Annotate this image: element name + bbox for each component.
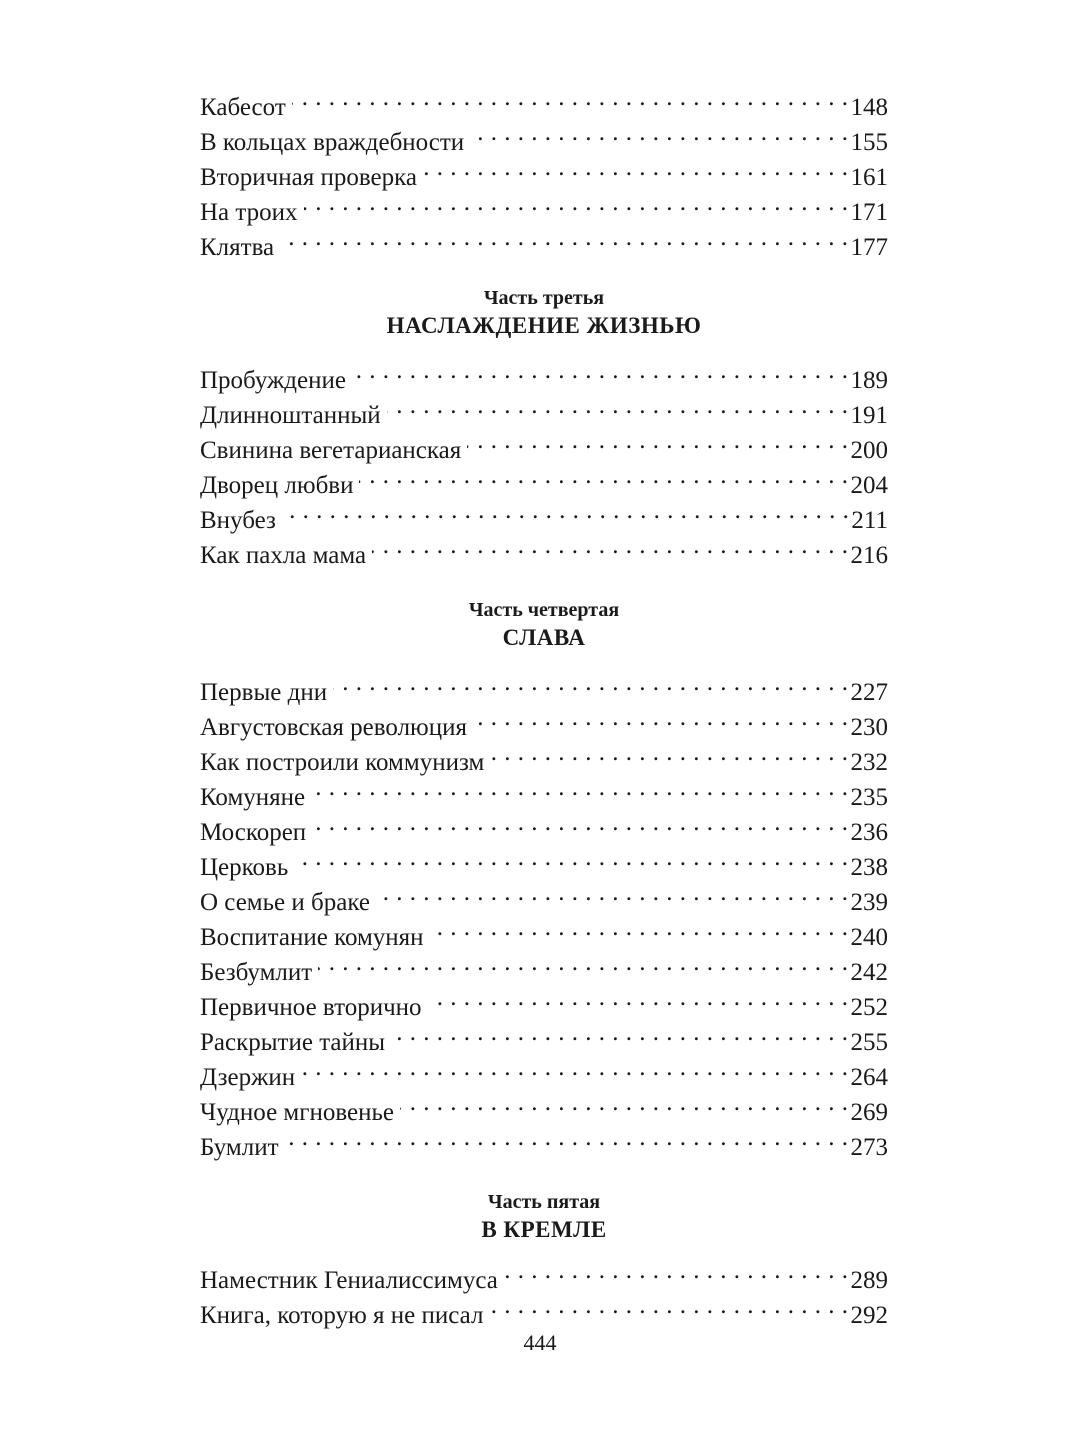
toc-entry-page: 171 xyxy=(850,199,888,226)
toc-list xyxy=(200,80,888,261)
toc-entry xyxy=(200,665,888,706)
toc-entry-page: 177 xyxy=(850,234,888,261)
part-heading xyxy=(200,285,888,341)
toc-entry-page: 238 xyxy=(850,854,888,881)
part-label: Часть четвертая xyxy=(468,599,620,621)
toc-entry-page: 230 xyxy=(850,714,888,741)
toc-entry xyxy=(200,528,888,569)
toc-entry-title: О семье и браке xyxy=(200,889,370,916)
toc-entry-title: Как построили коммунизм xyxy=(200,749,485,776)
toc-entry-title: Церковь xyxy=(200,854,289,881)
toc-entry-page: 232 xyxy=(850,749,888,776)
toc-entry-title: На троих xyxy=(200,199,298,226)
dot-leader xyxy=(430,910,849,945)
toc-entry xyxy=(200,115,888,156)
dot-leader xyxy=(489,1288,848,1323)
toc-entry-title: Комуняне xyxy=(200,784,306,811)
dot-leader xyxy=(352,353,849,388)
table-of-contents xyxy=(200,80,888,1329)
toc-entry xyxy=(200,493,888,534)
dot-leader xyxy=(318,945,848,980)
part-title: НАСЛАЖДЕНИЕ ЖИЗНЬЮ xyxy=(386,313,702,338)
toc-entry-page: 236 xyxy=(850,819,888,846)
toc-entry-title: Москореп xyxy=(200,819,307,846)
toc-entry-title: Чудное мгновенье xyxy=(200,1099,395,1126)
toc-entry xyxy=(200,220,888,261)
toc-entry-page: 216 xyxy=(850,542,888,569)
part-title: В КРЕМЛЕ xyxy=(481,1217,607,1242)
toc-entry-title: Раскрытие тайны xyxy=(200,1029,386,1056)
dot-leader xyxy=(387,388,849,423)
toc-entry-page: 235 xyxy=(850,784,888,811)
toc-entry-title: Кабесот xyxy=(200,94,286,121)
dot-leader xyxy=(473,700,849,735)
dot-leader xyxy=(372,528,848,563)
part-title: СЛАВА xyxy=(502,625,586,650)
toc-entry-page: 255 xyxy=(850,1029,888,1056)
dot-leader xyxy=(312,805,848,840)
toc-entry-page: 240 xyxy=(850,924,888,951)
toc-entry xyxy=(200,875,888,916)
toc-entry xyxy=(200,1085,888,1126)
toc-list xyxy=(200,1253,888,1329)
part-heading xyxy=(200,1189,888,1245)
toc-entry-title: Пробуждение xyxy=(200,367,346,394)
dot-leader xyxy=(467,423,848,458)
dot-leader xyxy=(292,80,849,115)
toc-entry-page: 269 xyxy=(850,1099,888,1126)
toc-entry-page: 191 xyxy=(850,402,888,429)
toc-entry-page: 292 xyxy=(850,1302,888,1329)
dot-leader xyxy=(400,1085,848,1120)
toc-entry xyxy=(200,1120,888,1161)
dot-leader xyxy=(311,770,848,805)
toc-entry-title: Дворец любви xyxy=(200,472,354,499)
toc-entry xyxy=(200,1253,888,1294)
dot-leader xyxy=(423,150,849,185)
dot-leader xyxy=(359,458,848,493)
toc-entry-page: 264 xyxy=(850,1064,888,1091)
toc-entry-title: В кольцах враждебности xyxy=(200,129,465,156)
dot-leader xyxy=(304,185,849,220)
toc-entry-page: 273 xyxy=(850,1134,888,1161)
part-label: Часть пятая xyxy=(487,1191,601,1213)
toc-entry-page: 211 xyxy=(851,507,888,534)
toc-entry-title: Воспитание комунян xyxy=(200,924,424,951)
toc-list xyxy=(200,353,888,569)
toc-entry-title: Безбумлит xyxy=(200,959,313,986)
dot-leader xyxy=(301,1050,848,1085)
dot-leader xyxy=(294,840,848,875)
toc-entry xyxy=(200,840,888,881)
dot-leader xyxy=(490,735,848,770)
dot-leader xyxy=(470,115,848,150)
toc-entry-title: Бумлит xyxy=(200,1134,279,1161)
toc-entry-page: 227 xyxy=(850,679,888,706)
toc-entry-title: Первые дни xyxy=(200,679,328,706)
toc-list xyxy=(200,665,888,1161)
part-heading xyxy=(200,597,888,653)
toc-entry-page: 289 xyxy=(850,1267,888,1294)
toc-entry-page: 161 xyxy=(850,164,888,191)
dot-leader xyxy=(280,220,848,255)
toc-entry-title: Клятва xyxy=(200,234,275,261)
dot-leader xyxy=(376,875,849,910)
toc-entry-page: 239 xyxy=(850,889,888,916)
toc-entry-title: Книга, которую я не писал xyxy=(200,1302,484,1329)
toc-entry-title: Первичное вторично xyxy=(200,994,422,1021)
toc-entry-page: 204 xyxy=(850,472,888,499)
toc-entry-title: Дзержин xyxy=(200,1064,296,1091)
dot-leader xyxy=(428,980,849,1015)
toc-entry-title: Свинина вегетарианская xyxy=(200,437,462,464)
toc-entry-page: 189 xyxy=(850,367,888,394)
toc-entry-page: 242 xyxy=(850,959,888,986)
dot-leader xyxy=(333,665,848,700)
toc-entry xyxy=(200,80,888,121)
dot-leader xyxy=(285,1120,849,1155)
toc-entry-page: 155 xyxy=(850,129,888,156)
dot-leader xyxy=(282,493,850,528)
toc-entry-title: Как пахла мама xyxy=(200,542,367,569)
part-label: Часть третья xyxy=(483,287,605,309)
dot-leader xyxy=(391,1015,848,1050)
toc-entry-title: Вторичная проверка xyxy=(200,164,417,191)
toc-entry-title: Августовская революция xyxy=(200,714,467,741)
toc-entry xyxy=(200,185,888,226)
toc-entry-page: 200 xyxy=(850,437,888,464)
dot-leader xyxy=(504,1253,849,1288)
toc-entry-title: Длинноштанный xyxy=(200,402,381,429)
page-number: 444 xyxy=(523,1330,557,1355)
toc-entry xyxy=(200,353,888,394)
toc-entry-page: 148 xyxy=(850,94,888,121)
toc-entry-title: Внубез xyxy=(200,507,276,534)
toc-entry-page: 252 xyxy=(850,994,888,1021)
toc-entry-title: Наместник Гениалиссимуса xyxy=(200,1267,498,1294)
toc-entry xyxy=(200,1050,888,1091)
